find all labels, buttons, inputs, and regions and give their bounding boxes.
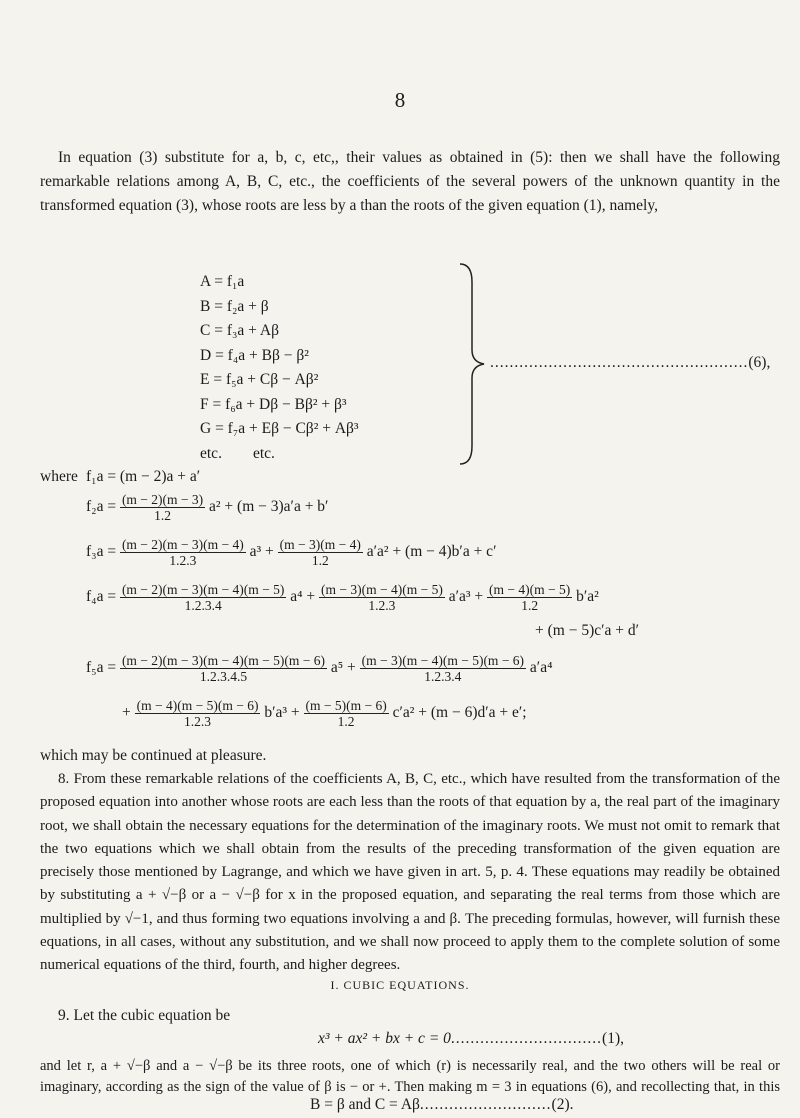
- f5-definition: f₅a = $\frac{(m - 2)(m - 3)(m - 4)(m - 5)(m - 6)}{1.2.3.4.5}$ a⁵ + $\frac{(m - 3)(m - 4)(m - 5)(m - 6)}{1.2.3.4}$ a′a⁴: [86, 653, 553, 684]
- relation-c: C = f₃a + Aβ: [200, 322, 279, 339]
- paragraph-8: 8. From these remarkable relations of the coefficients A, B, C, etc., which have resulted from the transformation of the proposed equation into another whose roots are each less than the roots of that equation by a, the real part of the imaginary root, we shall obtain the necessary equations for the determination of the imaginary roots. We must not omit to remark that the two equations which we shall obtain from the results of the preceding transformation of the given equation are precisely those mentioned by Lagrange, and which we have given in art. 5, p. 4. These equations may readily be obtained by substituting a + √−β or a − √−β for x in the proposed equation, and separating the real terms from those which are multiplied by √−1, and thus forming two equations involving a and β. The preceding formulas, however, will furnish these equations, in all cases, without any substitution, and we shall now proceed to apply them to the complete solution of some numerical equations of the third, fourth, and higher degrees.: [40, 771, 780, 974]
- final-equation: B = β and C = Aβ...........................(2).: [310, 1096, 574, 1113]
- relation-g: G = f₇a + Eβ − Cβ² + Aβ³: [200, 420, 359, 437]
- f4-definition: f₄a = $\frac{(m - 2)(m - 3)(m - 4)(m - 5)}{1.2.3.4}$ a⁴ + $\frac{(m - 3)(m - 4)(m - 5)}{1.2.3}$ a′a³ + $\frac{(m - 4)(m - 5)}{1.2}$ b′a²: [86, 582, 599, 613]
- f5-definition-line2: + $\frac{(m - 4)(m - 5)(m - 6)}{1.2.3}$ b′a³ + $\frac{(m - 5)(m - 6)}{1.2}$ c′a² + (m − 6)d′a + e′;: [122, 698, 527, 729]
- relation-b: B = f₂a + β: [200, 297, 269, 315]
- where-label: where: [40, 468, 78, 485]
- intro-paragraph: In equation (3) substitute for a, b, c, etc,, their values as obtained in (5): then we shall have the following remarkable relations among A, B, C, etc., the coefficients of the several powers of the unknown quantity in the transformed equation (3), whose roots are less by a than the roots of the given equation (1), namely,: [40, 149, 780, 214]
- relation-f: F = f₆a + Dβ − Bβ² + β³: [200, 395, 347, 413]
- page-number: 8: [394, 88, 406, 112]
- equation-number-6: .....................................................(6),: [490, 354, 771, 371]
- relation-a: A = f₁a: [200, 273, 245, 290]
- relations-block: [200, 270, 359, 466]
- f1-definition: f₁a = (m − 2)a + a′: [86, 468, 201, 485]
- paragraph-9-intro: 9. Let the cubic equation be: [58, 1007, 231, 1024]
- f4-definition-line2: + (m − 5)c′a + d′: [535, 622, 640, 639]
- f3-definition: f₃a = $\frac{(m - 2)(m - 3)(m - 4)}{1.2.3}$ a³ + $\frac{(m - 3)(m - 4)}{1.2}$ a′a² + (m − 4)b′a + c′: [86, 537, 497, 568]
- f2-definition: f₂a = $\frac{(m - 2)(m - 3)}{1.2}$ a² + (m − 3)a′a + b′: [86, 492, 329, 523]
- right-brace: [458, 262, 486, 466]
- relation-d: D = f₄a + Bβ − β²: [200, 346, 309, 364]
- relation-etc: etc. etc.: [200, 444, 275, 462]
- section-heading: I. CUBIC EQUATIONS.: [330, 978, 470, 992]
- continued-line: which may be continued at pleasure.: [40, 747, 267, 764]
- cubic-equation: x³ + ax² + bx + c = 0...............................(1),: [318, 1030, 624, 1047]
- paragraph-9-body: and let r, a + √−β and a − √−β be its three roots, one of which (r) is necessarily real, and the two others will be real or imaginary, according as the sign of the value of β is − or +. Then making m = 3 in equations (6), and recollecting that, in this: [40, 1058, 780, 1095]
- relation-e: E = f₅a + Cβ − Aβ²: [200, 371, 319, 388]
